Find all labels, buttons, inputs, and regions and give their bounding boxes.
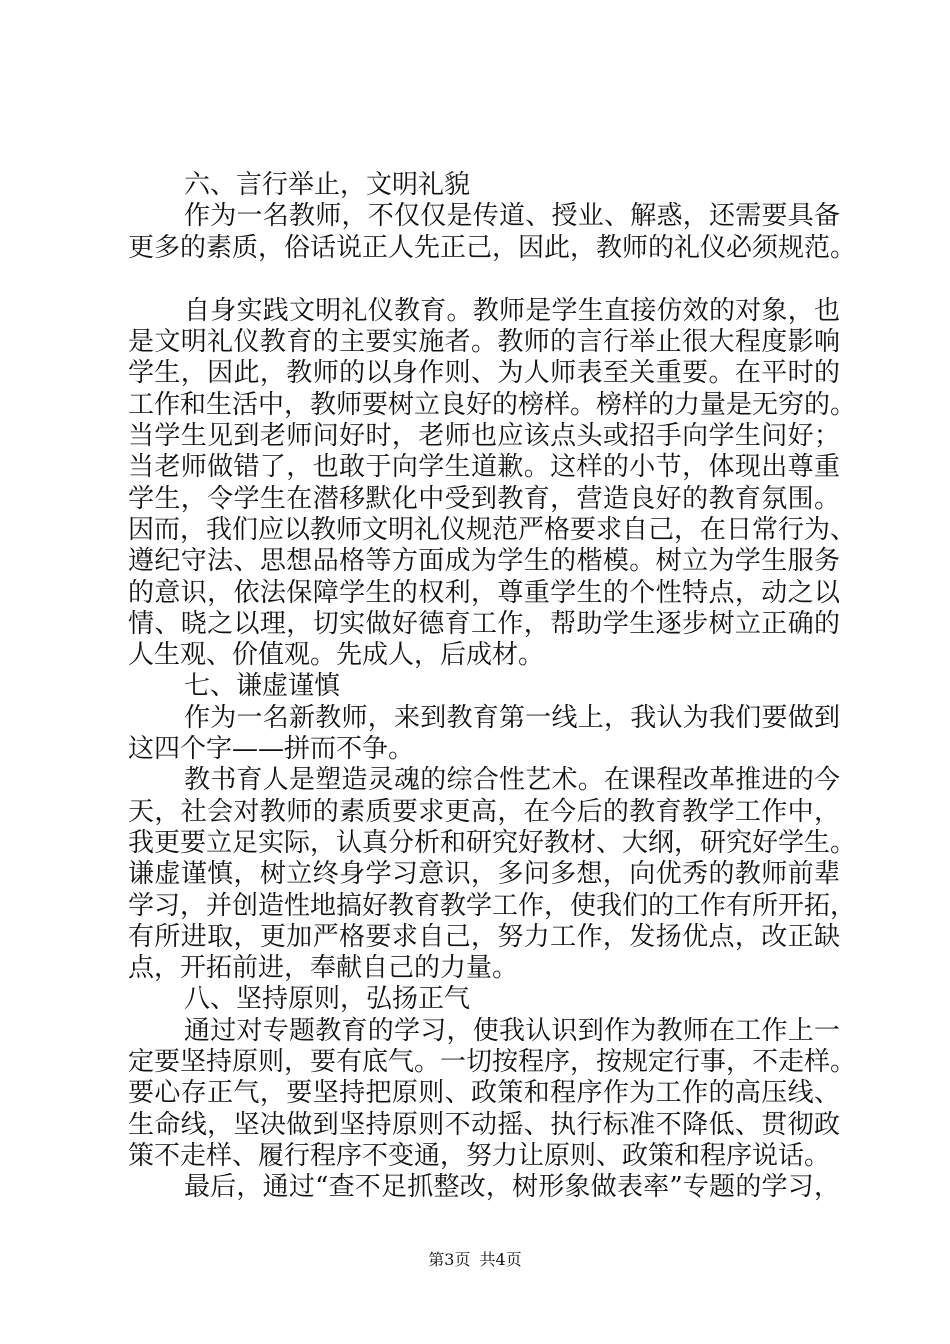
text-line: 点，开拓前进，奉献自己的力量。 (128, 953, 519, 984)
text-line: 因而，我们应以教师文明礼仪规范严格要求自己，在日常行为、 (128, 514, 857, 545)
text-line: 作为一名教师，不仅仅是传道、授业、解惑，还需要具备 (184, 201, 840, 232)
text-line: 人生观、价值观。先成人，后成材。 (128, 640, 545, 671)
text-line: 遵纪守法、思想品格等方面成为学生的楷模。树立为学生服务 (128, 546, 840, 577)
text-line: 谦虚谨慎，树立终身学习意识，多问多想，向优秀的教师前辈 (128, 859, 840, 890)
text-line: 通过对专题教育的学习，使我认识到作为教师在工作上一 (184, 1015, 840, 1046)
text-line: 策不走样、履行程序不变通，努力让原则、政策和程序说话。 (128, 1140, 831, 1171)
text-line: 有所进取，更加严格要求自己，努力工作，发扬优点，改正缺 (128, 921, 840, 952)
text-line: 作为一名新教师，来到教育第一线上，我认为我们要做到 (184, 702, 840, 733)
text-line: 八、坚持原则，弘扬正气 (184, 984, 471, 1015)
text-line: 的意识，依法保障学生的权利，尊重学生的个性特点，动之以 (128, 577, 840, 608)
text-line: 学生，因此，教师的以身作则、为人师表至关重要。在平时的 (128, 358, 840, 389)
text-line: 六、言行举止，文明礼貌 (184, 170, 471, 200)
text-line: 生命线，坚决做到坚持原则不动摇、执行标准不降低、贯彻政 (128, 1109, 840, 1140)
text-line: 当学生见到老师问好时，老师也应该点头或招手向学生问好； (128, 421, 840, 452)
text-line: 最后，通过“查不足抓整改，树形象做表率”专题的学习， (184, 1172, 840, 1203)
text-line: 是文明礼仪教育的主要实施者。教师的言行举止很大程度影响 (128, 327, 840, 358)
text-line: 更多的素质，俗话说正人先正己，因此，教师的礼仪必须规范。 (128, 232, 857, 263)
text-line: 定要坚持原则，要有底气。一切按程序，按规定行事，不走样。 (128, 1047, 857, 1078)
text-line: 我更要立足实际，认真分析和研究好教材、大纲，研究好学生。 (128, 827, 857, 858)
text-line: 工作和生活中，教师要树立良好的榜样。榜样的力量是无穷的。 (128, 389, 857, 420)
page-total: 共4页 (479, 1250, 522, 1269)
text-line: 自身实践文明礼仪教育。教师是学生直接仿效的对象，也 (184, 295, 840, 326)
text-line: 七、谦虚谨慎 (184, 671, 341, 702)
document-body (128, 170, 857, 1204)
page-number: 第3页 (428, 1250, 471, 1269)
text-line: 当老师做错了，也敢于向学生道歉。这样的小节，体现出尊重 (128, 452, 840, 483)
text-line: 学习，并创造性地搞好教育教学工作，使我们的工作有所开拓， (128, 890, 857, 921)
text-line: 天，社会对教师的素质要求更高，在今后的教育教学工作中， (128, 796, 840, 827)
text-line: 这四个字——拼而不争。 (128, 734, 415, 765)
page-footer (0, 1250, 950, 1270)
paragraph-gap (128, 264, 840, 296)
text-line: 学生，令学生在潜移默化中受到教育，营造良好的教育氛围。 (128, 483, 840, 514)
text-line: 教书育人是塑造灵魂的综合性艺术。在课程改革推进的今 (184, 765, 840, 796)
text-line: 情、晓之以理，切实做好德育工作，帮助学生逐步树立正确的 (128, 608, 840, 639)
text-line: 要心存正气，要坚持把原则、政策和程序作为工作的高压线、 (128, 1078, 840, 1109)
